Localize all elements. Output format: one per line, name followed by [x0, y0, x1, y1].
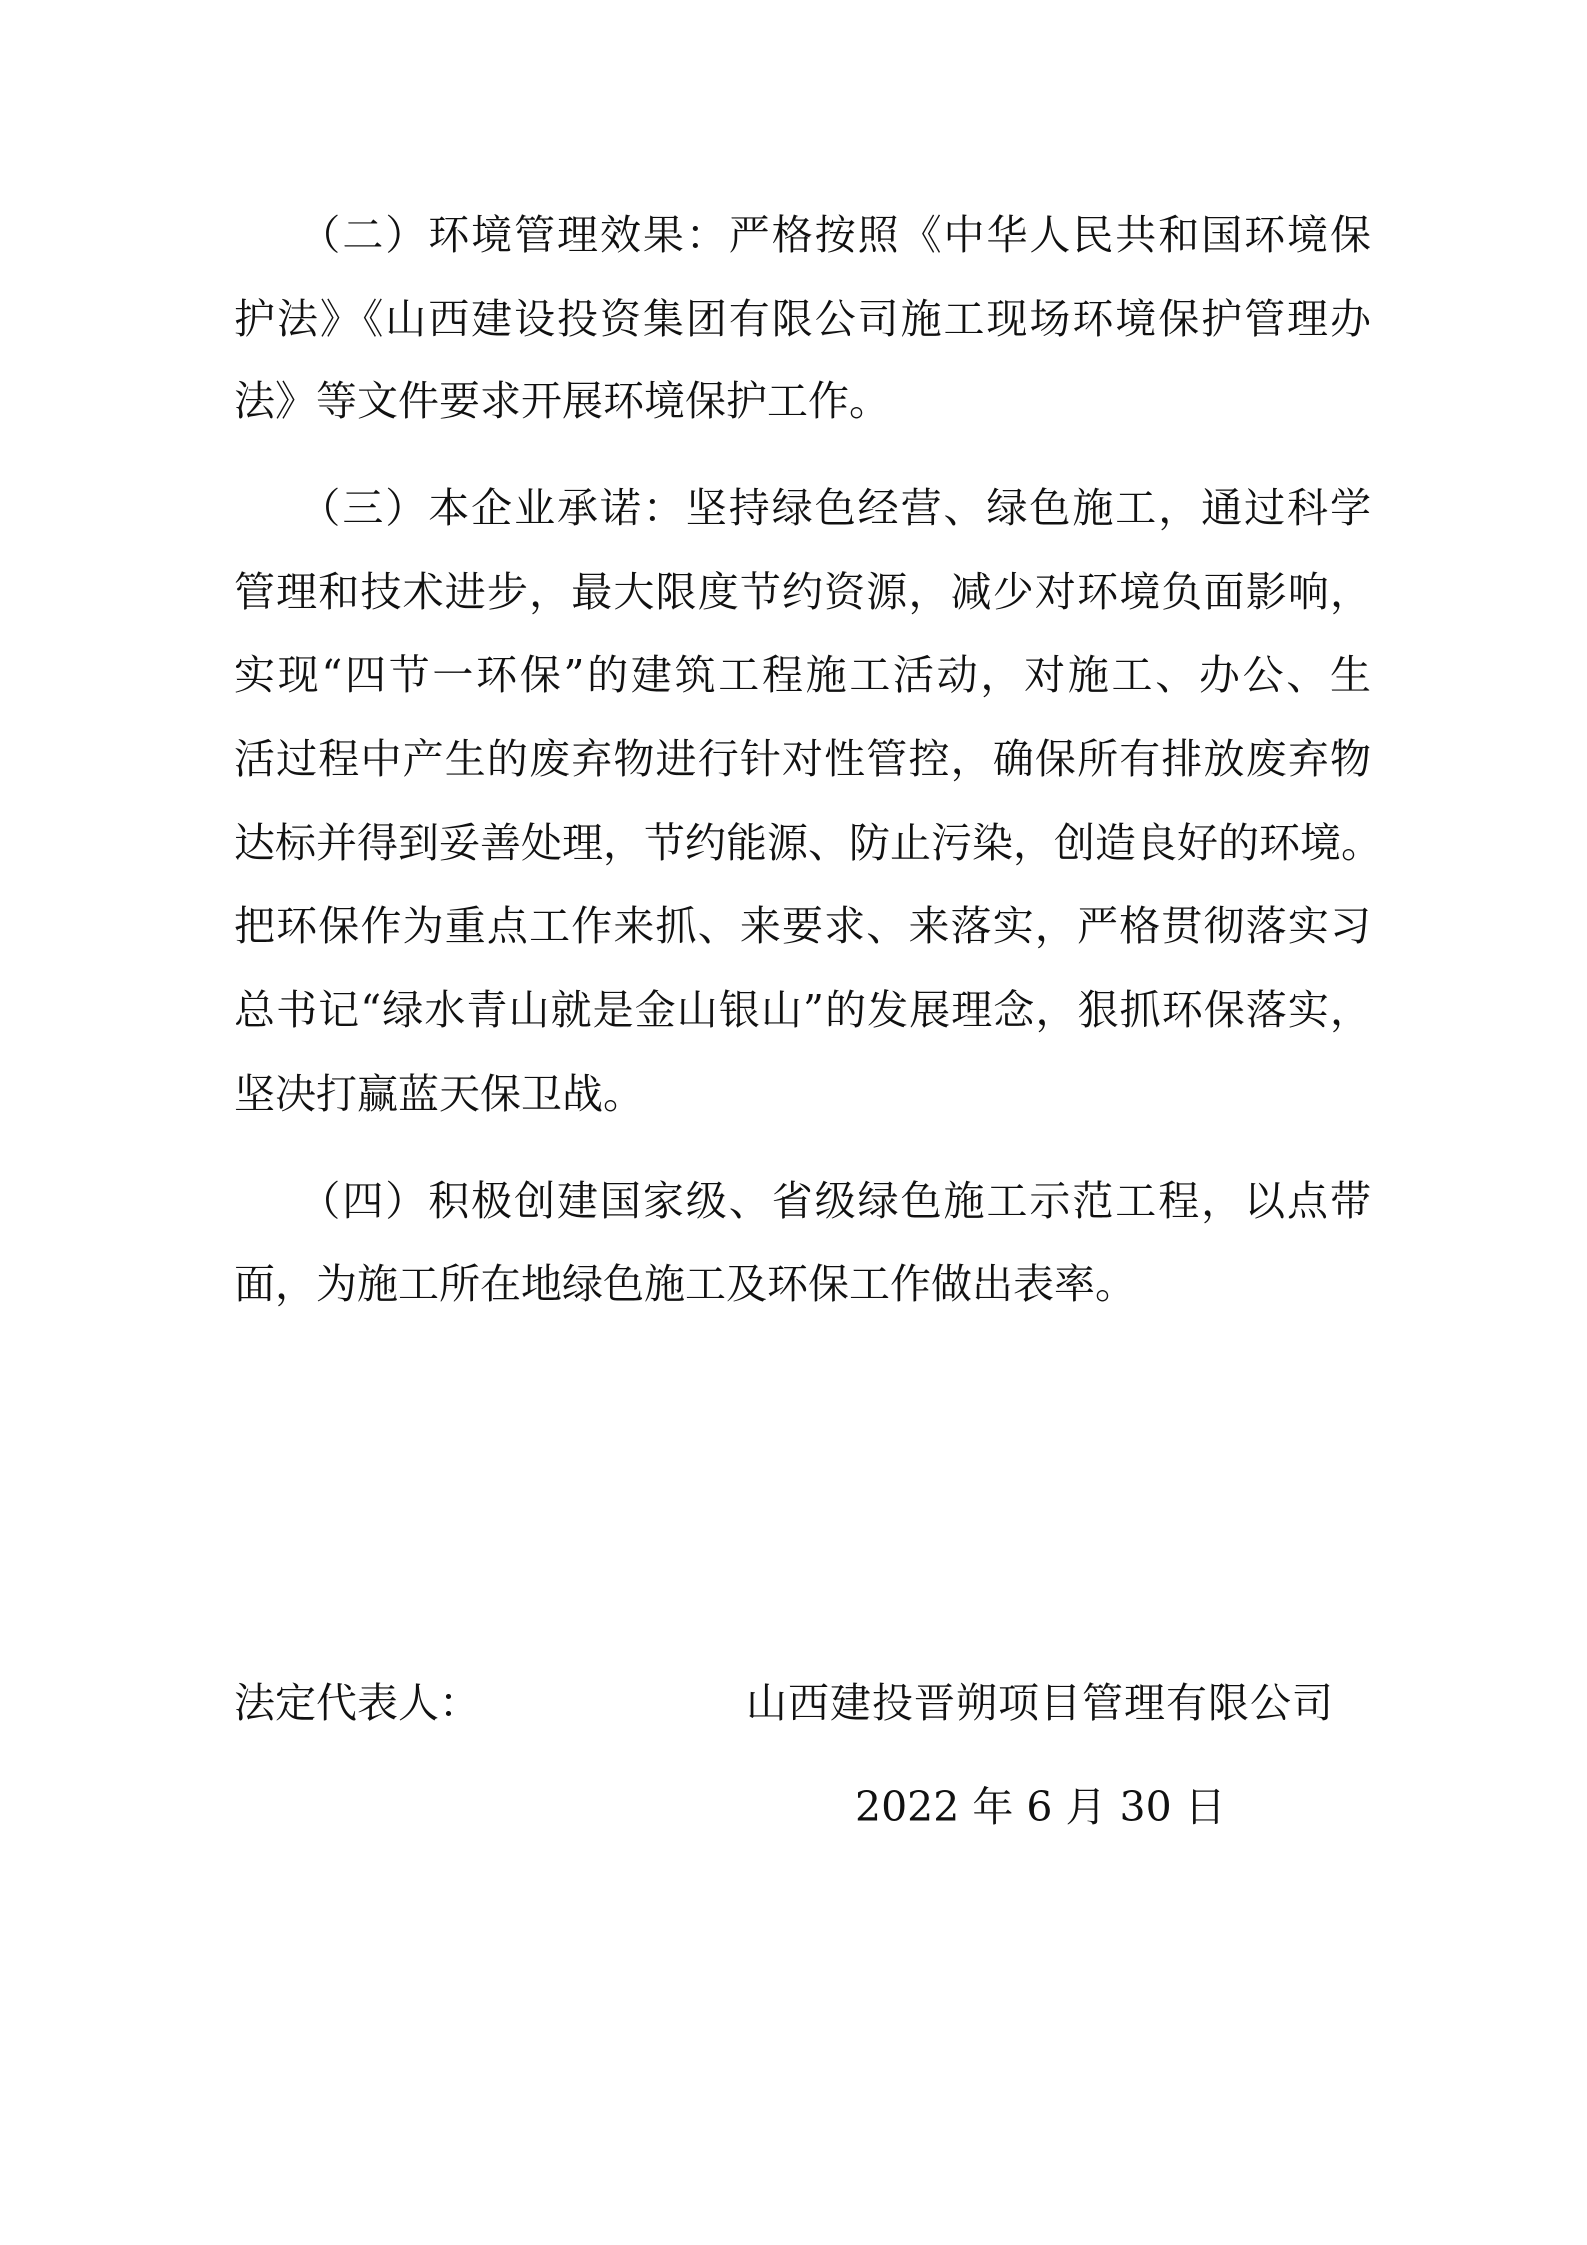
paragraph-environment-management-line: （二）环境管理效果：严格按照《中华人民共和国环境保 [234, 211, 1371, 259]
paragraph-enterprise-commitment-line: （三）本企业承诺：坚持绿色经营、绿色施工，通过科学 [234, 484, 1371, 532]
paragraph-enterprise-commitment-line: 总书记“绿水青山就是金山银山”的发展理念，狠抓环保落实， [234, 986, 1371, 1034]
paragraph-environment-management-line: 法》等文件要求开展环境保护工作。 [234, 377, 890, 425]
paragraph-enterprise-commitment-line: 把环保作为重点工作来抓、来要求、来落实，严格贯彻落实习 [234, 902, 1371, 950]
paragraph-enterprise-commitment-line: 活过程中产生的废弃物进行针对性管控，确保所有排放废弃物 [234, 735, 1371, 783]
signature-date: 2022 年 6 月 30 日 [855, 1783, 1226, 1831]
legal-representative-label: 法定代表人： [234, 1679, 480, 1727]
company-name: 山西建投晋朔项目管理有限公司 [746, 1679, 1334, 1727]
paragraph-enterprise-commitment-line: 坚决打赢蓝天保卫战。 [234, 1070, 644, 1118]
paragraph-environment-management-line: 护法》《山西建设投资集团有限公司施工现场环境保护管理办 [234, 295, 1371, 343]
paragraph-green-construction-line: 面，为施工所在地绿色施工及环保工作做出表率。 [234, 1260, 1136, 1308]
paragraph-enterprise-commitment-line: 达标并得到妥善处理，节约能源、防止污染，创造良好的环境。 [234, 819, 1382, 867]
paragraph-enterprise-commitment-line: 实现“四节一环保”的建筑工程施工活动，对施工、办公、生 [234, 651, 1371, 699]
paragraph-enterprise-commitment-line: 管理和技术进步，最大限度节约资源，减少对环境负面影响， [234, 568, 1371, 616]
paragraph-green-construction-line: （四）积极创建国家级、省级绿色施工示范工程，以点带 [234, 1177, 1371, 1225]
